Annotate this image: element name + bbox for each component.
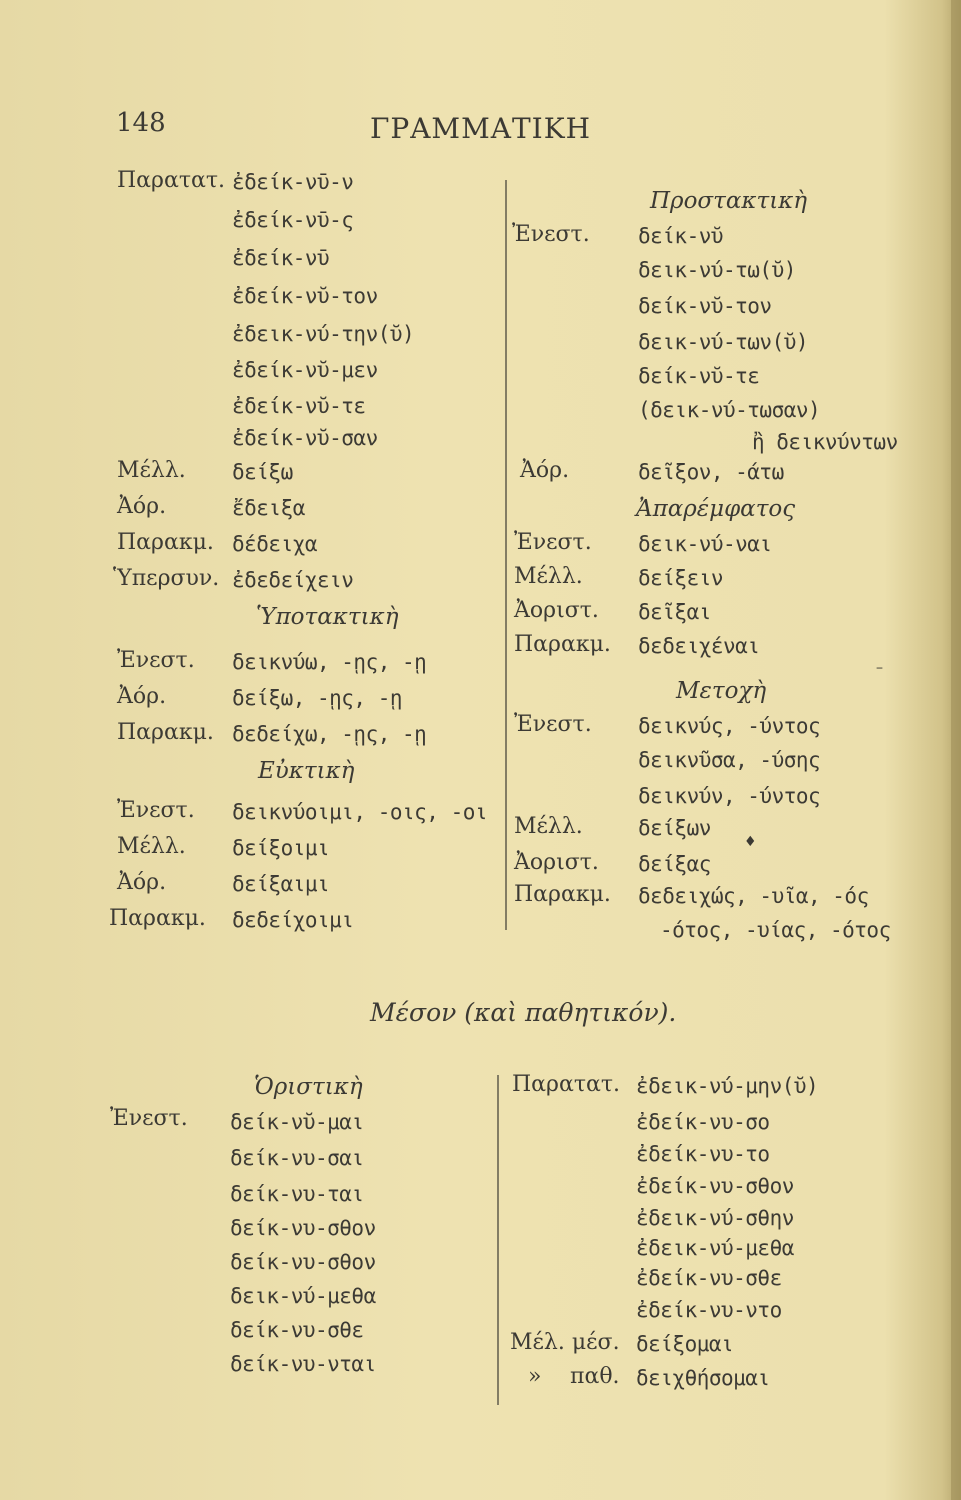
ink-dash: – (876, 660, 883, 676)
form-imperative: δείκ-νῠ (638, 224, 724, 248)
label-middle-present: Ἐνεστ. (110, 1106, 188, 1131)
form-imperative: δεικ-νύ-των(ῠ) (638, 330, 809, 354)
form-middle-imperfect: ἐδείκ-νυ-σθε (636, 1266, 782, 1290)
label-future-passive: παθ. (570, 1364, 620, 1389)
form-imperfect: ἐδείκ-νῠ-τε (232, 394, 366, 418)
form-middle-present: δείκ-νυ-σθον (230, 1216, 376, 1240)
form-imperative: (δεικ-νύ-τωσαν) (638, 398, 821, 422)
heading-infinitive: Ἀπαρέμφατος (636, 496, 796, 522)
label-perfect: Παρακμ. (117, 530, 214, 555)
form-imperfect: ἐδείκ-νῠ-τον (232, 284, 378, 308)
form-future: δείξω (232, 460, 293, 484)
label-future-middle: Μέλ. μέσ. (510, 1330, 620, 1355)
label-optative-perfect: Παρακμ. (109, 906, 206, 931)
label-subjunctive-aorist: Ἀόρ. (117, 684, 167, 709)
heading-indicative: Ὁριστικὴ (254, 1074, 363, 1100)
form-optative-future: δείξοιμι (232, 836, 330, 860)
form-middle-present: δείκ-νυ-ται (230, 1182, 364, 1206)
form-participle-perfect-continuation: -ότος, -υίας, -ότος (660, 918, 891, 942)
heading-subjunctive: Ὑποτακτικὴ (256, 604, 399, 630)
label-future: Μέλλ. (117, 458, 186, 483)
form-imperfect: ἐδείκ-νῠ-μεν (232, 358, 378, 382)
heading-optative: Εὐκτικὴ (258, 758, 355, 784)
form-subjunctive-present: δεικνύω, -ῃς, -ῃ (232, 650, 427, 674)
label-participle-perfect: Παρακμ. (514, 882, 611, 907)
form-imperative-aorist: δεῖξον, -άτω (638, 460, 784, 484)
form-pluperfect: ἐδεδείχειν (232, 568, 354, 592)
label-imperfect: Παρατατ. (117, 168, 226, 193)
running-head: ΓΡΑΜΜΑΤΙΚΗ (369, 112, 592, 145)
form-imperative: δεικ-νύ-τω(ῠ) (638, 258, 796, 282)
form-infinitive-perfect: δεδειχέναι (638, 634, 760, 658)
form-imperative: δείκ-νῠ-τον (638, 294, 772, 318)
form-perfect: δέδειχα (232, 532, 318, 556)
ditto-mark: » (528, 1364, 542, 1389)
form-middle-imperfect: ἐδείκ-νυ-το (636, 1142, 770, 1166)
label-aorist: Ἀόρ. (117, 494, 167, 519)
label-participle-present: Ἐνεστ. (514, 712, 592, 737)
form-optative-present: δεικνύοιμι, -οις, -οι (232, 800, 488, 824)
form-subjunctive-aorist: δείξω, -ῃς, -ῃ (232, 686, 403, 710)
column-divider-bottom (497, 1075, 499, 1405)
form-middle-imperfect: ἐδείκ-νυ-σθον (636, 1174, 794, 1198)
label-imperative-aorist: Ἀόρ. (520, 458, 570, 483)
form-middle-present: δεικ-νύ-μεθα (230, 1284, 376, 1308)
form-middle-imperfect: ἐδεικ-νύ-μην(ῠ) (636, 1074, 819, 1098)
label-subjunctive-perfect: Παρακμ. (117, 720, 214, 745)
ink-dot: ♦ (744, 834, 757, 850)
form-middle-imperfect: ἐδεικ-νύ-σθην (636, 1206, 794, 1230)
form-imperfect: ἐδεικ-νύ-την(ῠ) (232, 322, 415, 346)
label-infinitive-present: Ἐνεστ. (514, 530, 592, 555)
form-middle-imperfect: ἐδείκ-νυ-σο (636, 1110, 770, 1134)
form-participle-future: δείξων (638, 816, 711, 840)
form-future-passive: δειχθήσομαι (636, 1366, 770, 1390)
label-imperative-present: Ἐνεστ. (512, 222, 590, 247)
label-pluperfect: Ὑπερσυν. (113, 566, 220, 591)
form-imperfect: ἐδείκ-νῡ-ν (232, 170, 354, 194)
label-infinitive-aorist: Ἀοριστ. (514, 598, 599, 623)
form-imperfect: ἐδείκ-νῠ-σαν (232, 426, 378, 450)
form-imperfect: ἐδείκ-νῡ (232, 246, 330, 270)
page-number: 148 (116, 108, 166, 138)
form-middle-present: δείκ-νυ-σθον (230, 1250, 376, 1274)
form-participle-present: δεικνύν, -ύντος (638, 784, 821, 808)
label-infinitive-future: Μέλλ. (514, 564, 583, 589)
form-participle-present: δεικνῦσα, -ύσης (638, 748, 821, 772)
form-imperative: δείκ-νῠ-τε (638, 364, 760, 388)
form-middle-present: δείκ-νυ-νται (230, 1352, 376, 1376)
form-middle-present: δείκ-νυ-σθε (230, 1318, 364, 1342)
label-participle-future: Μέλλ. (514, 814, 583, 839)
form-future-middle: δείξομαι (636, 1332, 734, 1356)
label-infinitive-perfect: Παρακμ. (514, 632, 611, 657)
form-middle-present: δείκ-νυ-σαι (230, 1146, 364, 1170)
form-infinitive-future: δείξειν (638, 566, 724, 590)
label-participle-aorist: Ἀοριστ. (514, 850, 599, 875)
page-edge (951, 0, 961, 1500)
form-infinitive-aorist: δεῖξαι (638, 600, 711, 624)
form-optative-aorist: δείξαιμι (232, 872, 330, 896)
label-optative-future: Μέλλ. (117, 834, 186, 859)
form-infinitive-present: δεικ-νύ-ναι (638, 532, 772, 556)
label-optative-aorist: Ἀόρ. (117, 870, 167, 895)
form-imperative: ἢ δεικνύντων (752, 430, 898, 454)
label-middle-imperfect: Παρατατ. (512, 1072, 621, 1097)
label-optative-present: Ἐνεστ. (117, 798, 195, 823)
form-participle-aorist: δείξας (638, 852, 711, 876)
form-subjunctive-perfect: δεδείχω, -ῃς, -ῃ (232, 722, 427, 746)
form-aorist: ἔδειξα (232, 496, 305, 520)
label-subjunctive-present: Ἐνεστ. (117, 648, 195, 673)
section-title-middle: Μέσον (καὶ παθητικόν). (370, 998, 677, 1027)
form-middle-present: δείκ-νῠ-μαι (230, 1110, 364, 1134)
heading-participle: Μετοχὴ (676, 678, 767, 704)
form-participle-perfect: δεδειχώς, -υῖα, -ός (638, 884, 869, 908)
column-divider-top (505, 180, 507, 930)
form-participle-present: δεικνύς, -ύντος (638, 714, 821, 738)
form-optative-perfect: δεδείχοιμι (232, 908, 354, 932)
heading-imperative: Προστακτικὴ (650, 188, 808, 214)
form-middle-imperfect: ἐδεικ-νύ-μεθα (636, 1236, 794, 1260)
form-middle-imperfect: ἐδείκ-νυ-ντο (636, 1298, 782, 1322)
form-imperfect: ἐδείκ-νῡ-ς (232, 208, 354, 232)
